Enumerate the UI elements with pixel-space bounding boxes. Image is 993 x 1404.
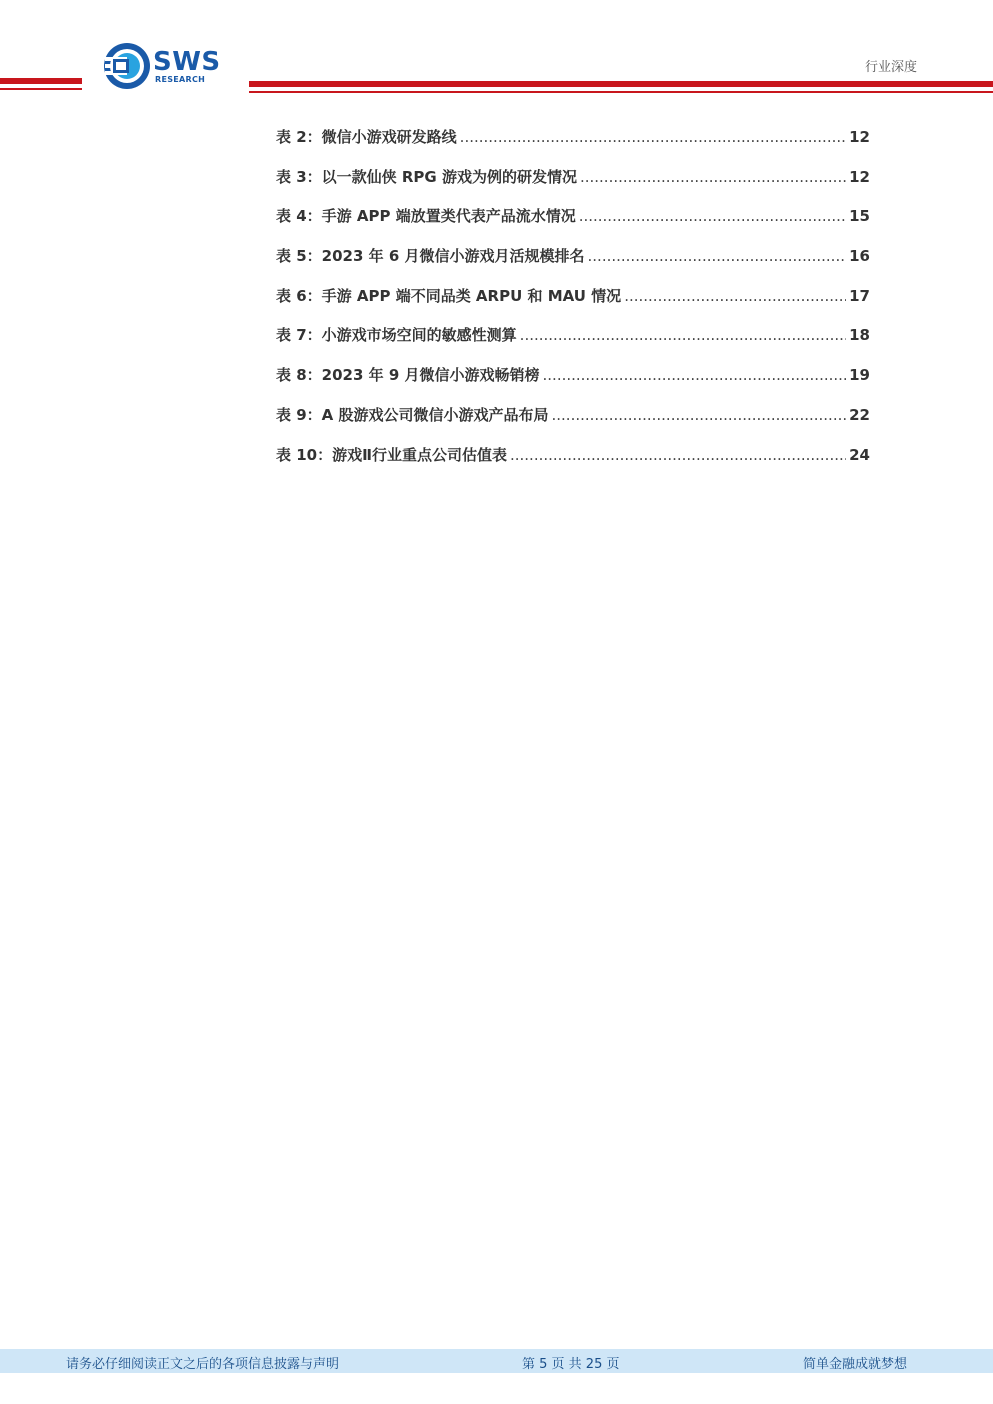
toc-leader-dots <box>543 366 847 384</box>
toc-entry-page: 12 <box>849 128 870 146</box>
logo-subtext: RESEARCH <box>155 75 206 84</box>
toc-entry-label: 表 2：微信小游戏研发路线 <box>276 128 457 146</box>
toc-entry-page: 19 <box>849 366 870 385</box>
toc-entry-label: 表 5：2023 年 6 月微信小游戏月活规模排名 <box>276 247 585 266</box>
footer-disclaimer: 请务必仔细阅读正文之后的各项信息披露与声明 <box>66 1357 340 1372</box>
sws-logo <box>103 42 233 92</box>
toc-leader-dots <box>588 247 847 265</box>
toc-entry-page: 24 <box>849 445 870 464</box>
toc-entry[interactable] <box>276 245 870 285</box>
toc-entry-page: 12 <box>849 167 870 186</box>
header-rule-right-thin <box>249 91 993 93</box>
toc-leader-dots <box>579 207 846 225</box>
sws-logo-icon <box>103 42 151 90</box>
toc-entry-label: 表 9：A 股游戏公司微信小游戏产品布局 <box>276 405 549 424</box>
toc-entry-label: 表 8：2023 年 9 月微信小游戏畅销榜 <box>276 366 540 385</box>
toc-entry[interactable] <box>276 166 870 206</box>
header-rule-left-thick <box>0 78 82 84</box>
toc-leader-dots <box>460 128 846 146</box>
toc-leader-dots <box>520 326 846 344</box>
report-type-label: 行业深度 <box>864 60 917 75</box>
toc-entry-page: 18 <box>849 326 870 345</box>
toc-entry[interactable] <box>276 324 870 364</box>
toc-entry-label: 表 10：游戏Ⅱ行业重点公司估值表 <box>276 445 507 464</box>
header-rule-left-thin <box>0 88 82 90</box>
toc-leader-dots <box>580 168 846 186</box>
toc-entry-label: 表 6：手游 APP 端不同品类 ARPU 和 MAU 情况 <box>276 286 622 305</box>
toc-entry-label: 表 7：小游戏市场空间的敏感性测算 <box>276 326 517 345</box>
toc-entry[interactable] <box>276 404 870 444</box>
toc-entry[interactable] <box>276 285 870 325</box>
toc-entry-page: 22 <box>849 405 870 424</box>
toc-entry-page: 15 <box>849 207 870 226</box>
footer-page-info: 第 5 页 共 25 页 <box>522 1357 620 1372</box>
toc-entry[interactable] <box>276 126 870 166</box>
table-of-figures <box>276 126 870 483</box>
footer-slogan: 简单金融成就梦想 <box>803 1357 908 1372</box>
logo-text: SWS <box>153 47 221 77</box>
toc-entry-page: 17 <box>849 286 870 305</box>
toc-leader-dots <box>552 406 847 424</box>
toc-entry-page: 16 <box>849 247 870 266</box>
toc-leader-dots <box>624 287 846 305</box>
toc-entry-label: 表 4：手游 APP 端放置类代表产品流水情况 <box>276 207 576 226</box>
toc-entry-label: 表 3：以一款仙侠 RPG 游戏为例的研发情况 <box>276 167 577 186</box>
header-rule-right-thick <box>249 81 993 87</box>
toc-leader-dots <box>510 446 846 464</box>
toc-entry[interactable] <box>276 205 870 245</box>
toc-entry[interactable] <box>276 364 870 404</box>
toc-entry[interactable] <box>276 444 870 484</box>
